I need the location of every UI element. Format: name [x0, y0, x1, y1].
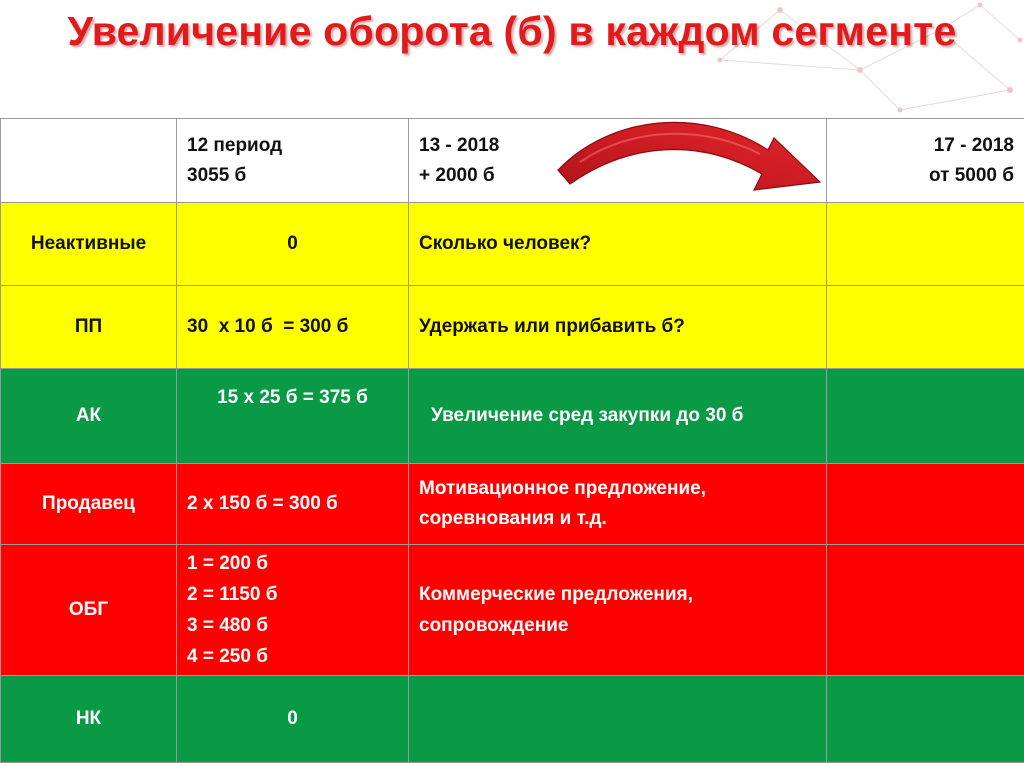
header-period-17 — [827, 119, 1024, 203]
header-period-13 — [409, 119, 827, 203]
action-line: Увеличение сред закупки до 30 б — [431, 405, 744, 426]
segments-table — [0, 118, 1024, 763]
header-period-12-line1: 12 период — [187, 134, 283, 156]
segment-label: Продавец — [1, 464, 177, 545]
action-line: Сколько человек? — [419, 233, 592, 254]
period-12-line: 2 х 150 б = 300 б — [187, 493, 338, 514]
action-line: Коммерческие предложения, — [419, 584, 693, 605]
slide-title: Увеличение оборота (б) в каждом сегменте — [67, 8, 957, 54]
table-row — [1, 286, 1024, 369]
period-12-value — [177, 464, 409, 545]
header-period-12 — [177, 119, 409, 203]
segment-label: АК — [1, 369, 177, 464]
action-cell — [409, 369, 827, 464]
action-cell — [409, 676, 827, 763]
action-cell — [409, 286, 827, 369]
header-period-17-line1: 17 - 2018 — [933, 134, 1014, 156]
period-12-value — [177, 545, 409, 676]
period-12-line: 4 = 250 б — [187, 646, 268, 667]
table-header-row — [1, 119, 1024, 203]
action-line: Удержать или прибавить б? — [419, 316, 685, 337]
segment-label: ОБГ — [1, 545, 177, 676]
header-empty-cell — [1, 119, 177, 203]
header-period-13-line1: 13 - 2018 — [419, 134, 500, 156]
target-cell — [827, 545, 1024, 676]
target-cell — [827, 676, 1024, 763]
period-12-line: 0 — [287, 233, 298, 254]
period-12-line: 30 х 10 б = 300 б — [187, 316, 349, 337]
period-12-line: 2 = 1150 б — [187, 584, 278, 605]
header-period-13-line2: + 2000 б — [419, 164, 495, 186]
period-12-value — [177, 676, 409, 763]
target-cell — [827, 464, 1024, 545]
action-line: соревнования и т.д. — [419, 508, 607, 529]
period-12-value — [177, 203, 409, 286]
period-12-line: 15 х 25 б = 375 б — [217, 387, 368, 408]
segment-label: ПП — [1, 286, 177, 369]
action-line: сопровождение — [419, 615, 569, 636]
header-period-12-line2: 3055 б — [187, 164, 247, 186]
action-cell — [409, 464, 827, 545]
target-cell — [827, 203, 1024, 286]
table-row — [1, 676, 1024, 763]
period-12-value — [177, 369, 409, 464]
segment-label: Неактивные — [1, 203, 177, 286]
table-row — [1, 369, 1024, 464]
period-12-value — [177, 286, 409, 369]
action-cell — [409, 545, 827, 676]
table-row — [1, 545, 1024, 676]
period-12-line: 3 = 480 б — [187, 615, 268, 636]
period-12-line: 0 — [287, 708, 298, 729]
target-cell — [827, 286, 1024, 369]
target-cell — [827, 369, 1024, 464]
table-row — [1, 464, 1024, 545]
action-line: Мотивационное предложение, — [419, 478, 706, 499]
action-cell — [409, 203, 827, 286]
period-12-line: 1 = 200 б — [187, 553, 268, 574]
table-row — [1, 203, 1024, 286]
segment-label: НК — [1, 676, 177, 763]
header-period-17-line2: от 5000 б — [929, 164, 1014, 186]
